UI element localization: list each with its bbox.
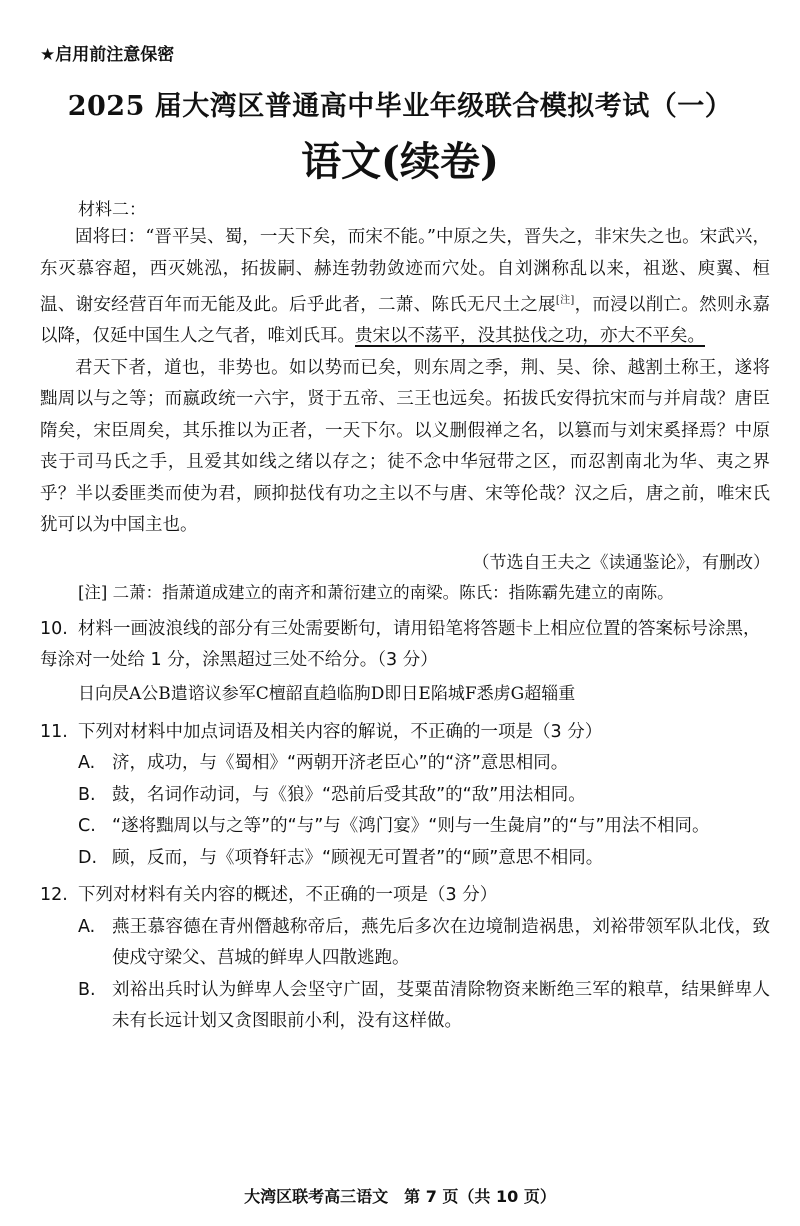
option-letter: D. (78, 847, 98, 868)
material-heading: 材料二： (78, 200, 146, 220)
option-text: 济，成功，与《蜀相》“两朝开济老臣心”的“济”意思相同。 (112, 753, 569, 774)
page-body (40, 198, 770, 1038)
option-text: 鼓，名词作动词，与《狼》“恐前后受其敌”的“敌”用法相同。 (112, 784, 586, 805)
question-text: 材料一画波浪线的部分有三处需要断句，请用铅笔将答题卡上相应位置的答案标号涂黑，每涂对一处给 1 分，涂黑超过三处不给分。（3 分） (40, 618, 761, 671)
option-b (40, 780, 770, 812)
option-text: 顾，反而，与《项脊轩志》“顾视无可置者”的“顾”意思不相同。 (112, 847, 604, 868)
passage-text: 固将曰：“晋平吴、蜀，一天下矣，而宋不能。”中原之失，晋失之，非宋失之也。宋武兴，东灭慕容超，西灭姚泓，拓拔嗣、赫连勃勃敛迹而穴处。自刘渊称乱以来，祖逖、庾翼、桓温、谢安经营百年而无能及此。后乎此者，二萧、陈氏无尺土之展 (40, 227, 770, 315)
option-d (40, 843, 770, 875)
option-c (40, 811, 770, 843)
option-text: 刘裕出兵时认为鲜卑人会坚守广固，芟粟苗清除物资来断绝三军的粮草，结果鲜卑人未有长远计划又贪图眼前小利，没有这样做。 (112, 979, 770, 1032)
option-letter: B. (78, 979, 96, 1000)
option-a (40, 748, 770, 780)
question-12 (40, 880, 770, 1038)
footnote-marker: [注] (555, 295, 575, 306)
question-number: 12. (40, 885, 68, 906)
question-stem (40, 717, 770, 749)
passage-paragraph-2: 君天下者，道也，非势也。如以势而已矣，则东周之季，荆、吴、徐、越割土称王，遂将黜周以与之等；而嬴政统一六宇，贤于五帝、三王也远矣。拓拔氏安得抗宋而与并肩哉？唐臣隋矣，宋臣周矣，其乐推以为正者，一天下尔。以义删假禅之名，以篡而与刘宋奚择焉？中原丧于司马氏之手，且爱其如线之绪以存之；徒不念中华冠带之区，而忍割南北为华、夷之界乎？半以委匪类而使为君，顾抑挞伐有功之主以不与唐、宋等伦哉？汉之后，唐之前，唯宋氏犹可以为中国主也。 (40, 357, 770, 536)
option-text: “遂将黜周以与之等”的“与”与《鸿门宴》“则与一生彘肩”的“与”用法不相同。 (112, 816, 710, 837)
option-letter: A. (78, 916, 96, 937)
footnote: [注] 二萧：指萧道成建立的南齐和萧衍建立的南梁。陈氏：指陈霸先建立的南陈。 (78, 582, 674, 602)
passage-paragraph-1 (40, 222, 770, 353)
question-number: 10. (40, 618, 68, 639)
question-text: 下列对材料有关内容的概述，不正确的一项是（3 分） (78, 885, 498, 906)
punctuation-sentence: 日向昃A公B遣谘议参军C檀韶直趋临朐D即日E陷城F悉虏G超辎重 (78, 683, 576, 704)
question-text: 下列对材料中加点词语及相关内容的解说，不正确的一项是（3 分） (78, 721, 603, 742)
option-letter: A. (78, 753, 96, 774)
option-letter: C. (78, 816, 96, 837)
option-letter: B. (78, 784, 96, 805)
option-a (40, 912, 770, 975)
question-stem (40, 614, 770, 677)
exam-title: 2025 届大湾区普通高中毕业年级联合模拟考试（一） (67, 91, 733, 122)
question-number: 11. (40, 721, 68, 742)
confidential-mark: ★启用前注意保密 (40, 45, 175, 65)
option-text: 燕王慕容德在青州僭越称帝后，燕先后多次在边境制造祸患，刘裕带领军队北伐，致使戍守梁父、莒城的鲜卑人四散逃跑。 (112, 916, 770, 969)
passage-text: ，而浸以削亡。然则永嘉以降，仅延中国生人之气者，唯刘氏耳。 (40, 294, 771, 347)
underlined-sentence: 贵宋以不荡平，没其挞伐之功，亦大不平矣。 (355, 326, 705, 347)
subject-title: 语文(续卷) (301, 138, 499, 185)
page-footer: 大湾区联考高三语文 第 7 页（共 10 页） (244, 1187, 556, 1206)
question-stem (40, 880, 770, 912)
question-11 (40, 717, 770, 875)
option-b (40, 975, 770, 1038)
question-10 (40, 614, 770, 711)
passage-source: （节选自王夫之《读通鉴论》，有删改） (472, 552, 770, 573)
